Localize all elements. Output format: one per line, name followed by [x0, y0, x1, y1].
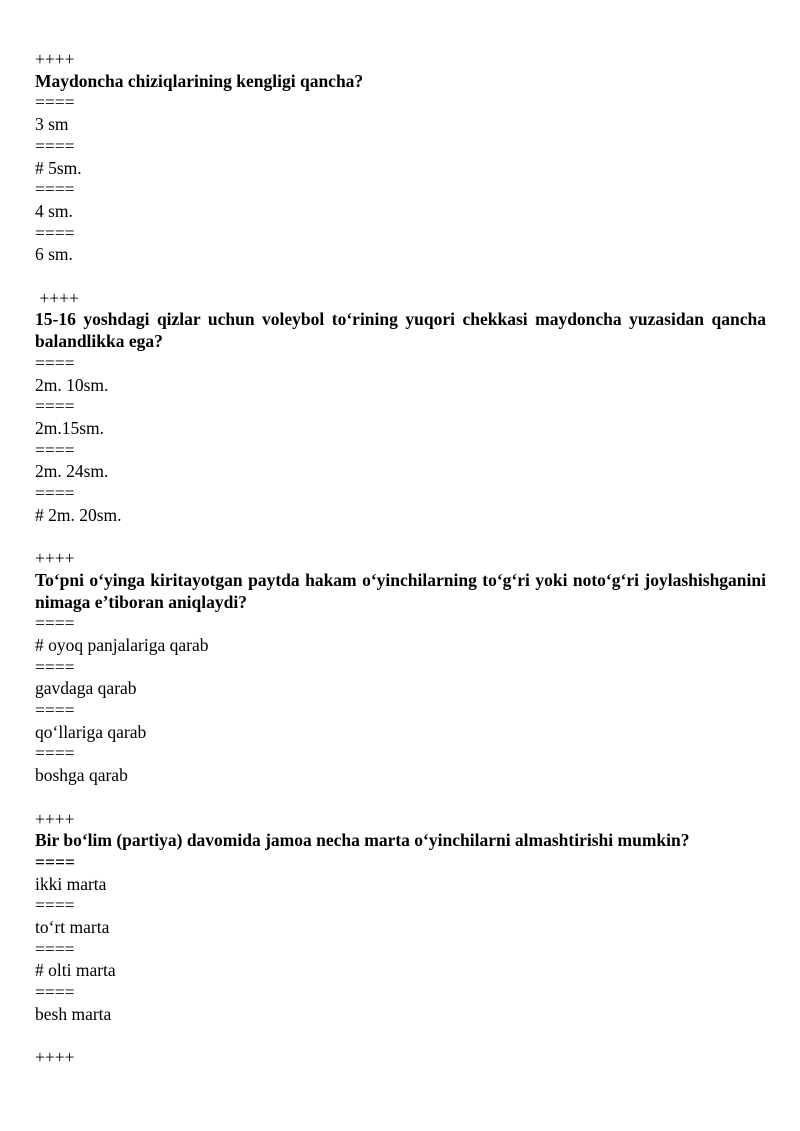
answer-separator: ==== — [35, 179, 75, 200]
spacer — [35, 526, 766, 548]
answer-separator: ==== — [35, 352, 75, 373]
answer-option: 3 sm — [35, 114, 69, 135]
answer-option-correct: # oyoq panjalariga qarab — [35, 634, 209, 655]
answer-option: ikki marta — [35, 873, 107, 894]
answer-option: 2m. 10sm. — [35, 374, 109, 395]
answer-option: to‘rt marta — [35, 917, 110, 938]
answer-separator: ==== — [35, 895, 75, 916]
answer-option-correct: # 5sm. — [35, 157, 82, 178]
answer-option: 2m. 24sm. — [35, 461, 109, 482]
answer-separator: ==== — [35, 938, 75, 959]
answer-separator: ==== — [35, 613, 75, 634]
answer-separator: ==== — [35, 439, 75, 460]
trailing-marker: ++++ — [35, 1047, 75, 1068]
answer-option: 6 sm. — [35, 244, 73, 265]
question-block — [35, 287, 771, 527]
answer-option: 2m.15sm. — [35, 417, 105, 438]
answer-option-correct: # 2m. 20sm. — [35, 504, 122, 525]
question-marker: ++++ — [35, 287, 79, 308]
question-text: Bir bo‘lim (partiya) davomida jamoa necha marta o‘yinchilarni almashtirishi mumkin? — [35, 830, 690, 851]
spacer — [35, 266, 766, 288]
question-marker: ++++ — [35, 49, 75, 69]
answer-option: gavdaga qarab — [35, 678, 137, 699]
answer-separator: ==== — [35, 222, 75, 243]
answer-separator: ==== — [35, 396, 75, 417]
answer-option: qo‘llariga qarab — [35, 721, 147, 742]
answer-separator: ==== — [35, 135, 75, 156]
answer-separator: ==== — [35, 851, 75, 872]
answer-separator: ==== — [35, 656, 75, 677]
question-text: 15-16 yoshdagi qizlar uchun voleybol to‘rining yuqori chekkasi maydoncha yuzasidan qancha balandlikka ega? — [35, 309, 771, 352]
answer-separator: ==== — [35, 982, 75, 1003]
question-block — [35, 49, 766, 266]
answer-option: 4 sm. — [35, 200, 73, 221]
question-marker: ++++ — [35, 548, 75, 569]
answer-separator: ==== — [35, 743, 75, 764]
answer-option-correct: # olti marta — [35, 960, 116, 981]
question-text: Maydoncha chiziqlarining kengligi qancha? — [35, 70, 364, 91]
spacer — [35, 1026, 766, 1048]
answer-separator: ==== — [35, 700, 75, 721]
question-marker: ++++ — [35, 808, 75, 829]
answer-option: boshga qarab — [35, 765, 128, 786]
answer-option: besh marta — [35, 1003, 112, 1024]
answer-separator: ==== — [35, 92, 75, 113]
question-text: To‘pni o‘yinga kiritayotgan paytda hakam o‘yinchilarning to‘g‘ri yoki noto‘g‘ri joylashishganini nimaga e’tiboran aniqlaydi? — [35, 569, 771, 612]
question-block — [35, 809, 766, 1026]
question-block — [35, 548, 771, 787]
answer-separator: ==== — [35, 483, 75, 504]
spacer — [35, 787, 766, 809]
document-page — [35, 49, 771, 1069]
